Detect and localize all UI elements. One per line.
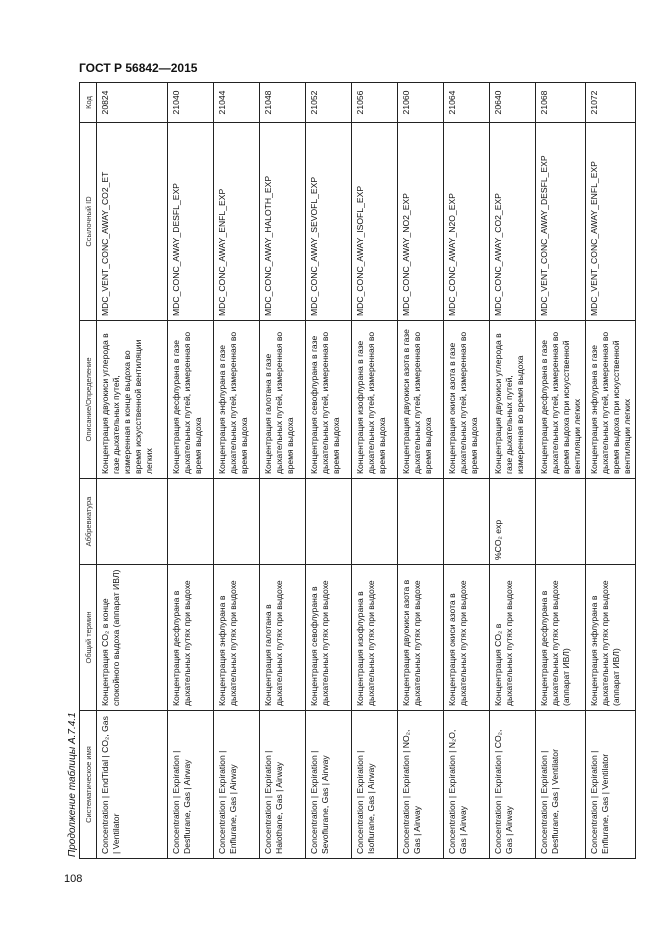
code-cell: 21040 bbox=[168, 83, 214, 123]
general-term-cell: Концентрация CO₂ в дыхательных путях при выдохе bbox=[490, 565, 536, 711]
code-cell: 21056 bbox=[352, 83, 398, 123]
table-row bbox=[214, 83, 260, 859]
definition-cell: Концентрация энфлурана в газе дыхательных путей, измеренная во время выдоха при искусственной вентиляции легких bbox=[586, 321, 636, 479]
abbreviation-cell bbox=[97, 479, 168, 565]
table-continuation-caption: Продолжение таблицы А.7.4.1 bbox=[67, 712, 78, 857]
code-cell: 20824 bbox=[97, 83, 168, 123]
reference-id-cell: MDC_CONC_AWAY_ISOFL_EXP bbox=[352, 123, 398, 321]
system-name-cell: Concentration | Expiration | Enflurane, Gas | Ventilator bbox=[586, 711, 636, 859]
column-header: Общий термин bbox=[80, 565, 97, 711]
definition-cell: Концентрация севофлурана в газе дыхательных путей, измеренная во время выдоха bbox=[306, 321, 352, 479]
general-term-cell: Концентрация CO₂ в конце спокойного выдоха (аппарат ИВЛ) bbox=[97, 565, 168, 711]
definition-cell: Концентрация энфлурана в газе дыхательных путей, измеренная во время выдоха bbox=[214, 321, 260, 479]
table-header-row bbox=[80, 83, 97, 859]
general-term-cell: Концентрация десфлурана в дыхательных путях при выдохе (аппарат ИВЛ) bbox=[536, 565, 586, 711]
column-header: Аббревиатура bbox=[80, 479, 97, 565]
table-row bbox=[586, 83, 636, 859]
system-name-cell: Concentration | Expiration | Enflurane, Gas | Airway bbox=[214, 711, 260, 859]
code-cell: 20640 bbox=[490, 83, 536, 123]
reference-id-cell: MDC_VENT_CONC_AWAY_ENFL_EXP bbox=[586, 123, 636, 321]
code-cell: 21052 bbox=[306, 83, 352, 123]
system-name-cell: Concentration | Expiration | Halothane, Gas | Airway bbox=[260, 711, 306, 859]
reference-id-cell: MDC_CONC_AWAY_DESFL_EXP bbox=[168, 123, 214, 321]
abbreviation-cell bbox=[444, 479, 490, 565]
general-term-cell: Концентрация десфлурана в дыхательных путях при выдохе bbox=[168, 565, 214, 711]
code-cell: 21060 bbox=[398, 83, 444, 123]
system-name-cell: Concentration | Expiration | Desflurane, Gas | Airway bbox=[168, 711, 214, 859]
rotated-table-block bbox=[66, 82, 632, 859]
table-row bbox=[97, 83, 168, 859]
abbreviation-cell bbox=[306, 479, 352, 565]
general-term-cell: Концентрация энфлурана в дыхательных путях при выдохе (аппарат ИВЛ) bbox=[586, 565, 636, 711]
definition-cell: Концентрация изофлурана в газе дыхательных путей, измеренная во время выдоха bbox=[352, 321, 398, 479]
table-row bbox=[352, 83, 398, 859]
code-cell: 21068 bbox=[536, 83, 586, 123]
table-body bbox=[97, 83, 636, 859]
definition-cell: Концентрация десфлурана в газе дыхательных путей, измеренная во время выдоха bbox=[168, 321, 214, 479]
table-row bbox=[444, 83, 490, 859]
reference-id-cell: MDC_CONC_AWAY_ENFL_EXP bbox=[214, 123, 260, 321]
general-term-cell: Концентрация изофлурана в дыхательных путях при выдохе bbox=[352, 565, 398, 711]
code-cell: 21048 bbox=[260, 83, 306, 123]
reference-id-cell: MDC_VENT_CONC_AWAY_CO2_ET bbox=[97, 123, 168, 321]
column-header: Ссылочный ID bbox=[80, 123, 97, 321]
system-name-cell: Concentration | EndTidal | CO₂, Gas | Ventilator bbox=[97, 711, 168, 859]
table-row bbox=[398, 83, 444, 859]
abbreviation-cell: %CO₂ exp bbox=[490, 479, 536, 565]
general-term-cell: Концентрация энфлурана в дыхательных путях при выдохе bbox=[214, 565, 260, 711]
general-term-cell: Концентрация севофлурана в дыхательных путях при выдохе bbox=[306, 565, 352, 711]
column-header: Описание/Определение bbox=[80, 321, 97, 479]
table-row bbox=[168, 83, 214, 859]
definition-cell: Концентрация двуокиси углерода в газе дыхательных путей, измеренная во время выдоха bbox=[490, 321, 536, 479]
page-number: 108 bbox=[64, 873, 83, 885]
definition-cell: Концентрация окиси азота в газе дыхательных путей, измеренная во время выдоха bbox=[444, 321, 490, 479]
general-term-cell: Концентрация окиси азота в дыхательных путях при выдохе bbox=[444, 565, 490, 711]
system-name-cell: Concentration | Expiration | Isoflurane, Gas | Airway bbox=[352, 711, 398, 859]
abbreviation-cell bbox=[214, 479, 260, 565]
table-row bbox=[306, 83, 352, 859]
abbreviation-cell bbox=[536, 479, 586, 565]
reference-id-cell: MDC_VENT_CONC_AWAY_DESFL_EXP bbox=[536, 123, 586, 321]
abbreviation-cell bbox=[352, 479, 398, 565]
general-term-cell: Концентрация двуокиси азота в дыхательных путях при выдохе bbox=[398, 565, 444, 711]
general-term-cell: Концентрация галотана в дыхательных путях при выдохе bbox=[260, 565, 306, 711]
abbreviation-cell bbox=[398, 479, 444, 565]
reference-id-cell: MDC_CONC_AWAY_HALOTH_EXP bbox=[260, 123, 306, 321]
code-cell: 21072 bbox=[586, 83, 636, 123]
system-name-cell: Concentration | Expiration | Sevoflurane, Gas | Airway bbox=[306, 711, 352, 859]
column-header: Систематическое имя bbox=[80, 711, 97, 859]
abbreviation-cell bbox=[586, 479, 636, 565]
column-header: Код bbox=[80, 83, 97, 123]
code-cell: 21044 bbox=[214, 83, 260, 123]
abbreviation-cell bbox=[260, 479, 306, 565]
system-name-cell: Concentration | Expiration | NO₂, Gas | Airway bbox=[398, 711, 444, 859]
definition-cell: Концентрация десфлурана в газе дыхательных путей, измеренная во время выдоха при искусственной вентиляции легких bbox=[536, 321, 586, 479]
document-header: ГОСТ Р 56842—2015 bbox=[79, 61, 198, 75]
system-name-cell: Concentration | Expiration | Desflurane, Gas | Ventilator bbox=[536, 711, 586, 859]
reference-id-cell: MDC_CONC_AWAY_SEVOFL_EXP bbox=[306, 123, 352, 321]
reference-id-cell: MDC_CONC_AWAY_N2O_EXP bbox=[444, 123, 490, 321]
table-row bbox=[536, 83, 586, 859]
table-row bbox=[490, 83, 536, 859]
reference-id-cell: MDC_CONC_AWAY_CO2_EXP bbox=[490, 123, 536, 321]
abbreviation-cell bbox=[168, 479, 214, 565]
system-name-cell: Concentration | Expiration | N₂O, Gas | Airway bbox=[444, 711, 490, 859]
terms-table bbox=[79, 82, 636, 859]
definition-cell: Концентрация галотана в газе дыхательных путей, измеренная во время выдоха bbox=[260, 321, 306, 479]
system-name-cell: Concentration | Expiration | CO₂, Gas | Airway bbox=[490, 711, 536, 859]
definition-cell: Концентрация двуокиси углерода в газе дыхательных путей, измеренная в конце выдоха во время искусственной вентиляции легких bbox=[97, 321, 168, 479]
definition-cell: Концентрация двуокиси азота в газе дыхательных путей, измеренная во время выдоха bbox=[398, 321, 444, 479]
code-cell: 21064 bbox=[444, 83, 490, 123]
reference-id-cell: MDC_CONC_AWAY_NO2_EXP bbox=[398, 123, 444, 321]
table-row bbox=[260, 83, 306, 859]
